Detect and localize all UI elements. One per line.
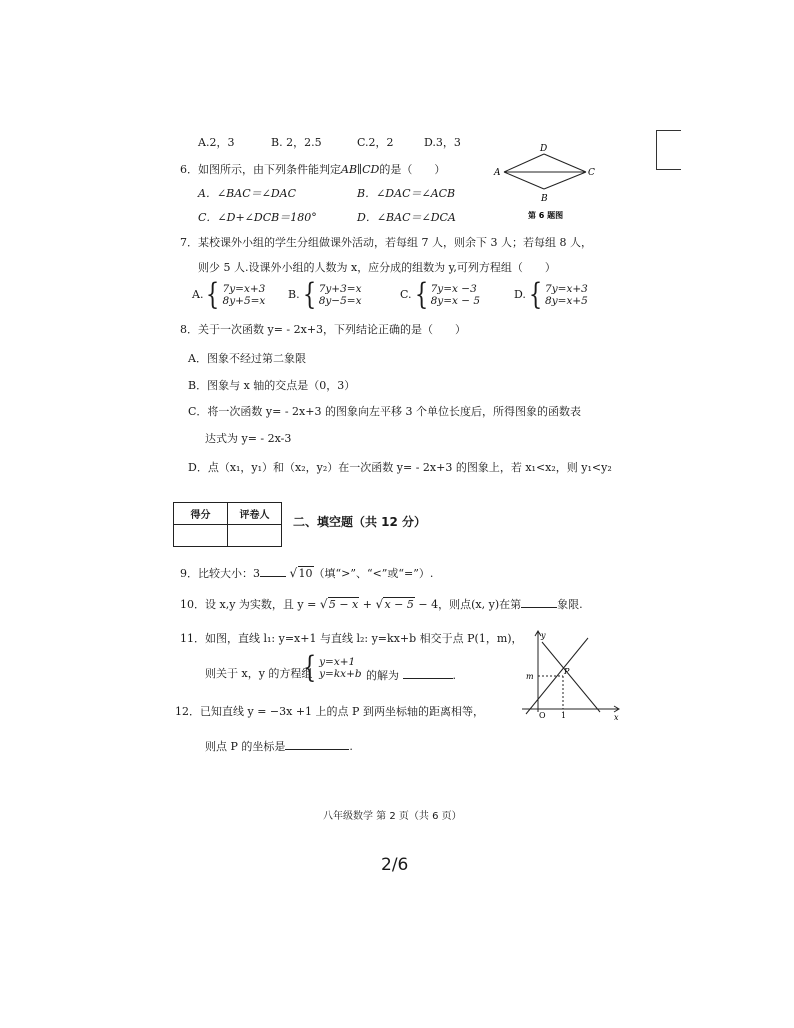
q11-system: { y=x+1 y=kx+b (302, 650, 362, 685)
q11-line2-prefix: 则关于 x，y 的方程组 (205, 667, 313, 680)
q11-line1: 11．如图，直线 l₁: y=x+1 与直线 l₂: y=kx+b 相交于点 P(1，m)， (180, 632, 523, 645)
q7-line1: 7．某校课外小组的学生分组做课外活动，若每组 7 人，则余下 3 人；若每组 8 人， (180, 236, 592, 249)
q5-option-c: C.2，2 (357, 136, 394, 149)
q6-figure (490, 140, 610, 222)
q12-blank (285, 738, 349, 750)
q8-option-b: B．图象与 x 轴的交点是（0，3） (188, 379, 356, 392)
score-header: 得分 (174, 503, 228, 525)
q6-stem: 6．如图所示，由下列条件能判定AB∥CD的是（ ） (180, 163, 446, 176)
q11-label-y: y (541, 631, 546, 640)
q7-line2: 则少 5 人.设课外小组的人数为 x，应分成的组数为 y,可列方程组（ ） (198, 261, 556, 274)
q12-line2: 则点 P 的坐标是 . (205, 740, 353, 753)
q6-label-a: A (494, 168, 501, 178)
q12-line1: 12．已知直线 y = −3x +1 上的点 P 到两坐标轴的距离相等， (175, 705, 484, 718)
page-indicator: 2/6 (381, 855, 409, 875)
q9: 9．比较大小：3 √ 10（填“>”、“<”或“=”）. (180, 566, 434, 580)
scan-edge-mark (656, 130, 681, 170)
score-table (173, 502, 282, 547)
q6-figure-caption: 第 6 题图 (528, 211, 564, 220)
q8-option-a: A．图象不经过第二象限 (188, 352, 306, 365)
q9-blank (260, 565, 286, 577)
q7-option-d: D. { 7y=x+3 8y=x+5 (514, 277, 588, 312)
q8-option-c-line2: 达式为 y= - 2x-3 (205, 432, 292, 445)
q6-option-c: C．∠D+∠DCB＝180° (198, 211, 317, 224)
q5-option-b: B. 2，2.5 (271, 136, 322, 149)
q8-stem: 8．关于一次函数 y= - 2x+3，下列结论正确的是（ ） (180, 323, 467, 336)
q11-figure (518, 628, 624, 720)
grader-header: 评卷人 (228, 503, 282, 525)
q5-option-d: D.3，3 (424, 136, 461, 149)
q11-label-one: 1 (561, 711, 567, 720)
q11-label-origin: O (539, 711, 546, 720)
grader-cell (228, 525, 282, 547)
q6-option-d: D．∠BAC＝∠DCA (357, 211, 456, 224)
q6-option-b: B．∠DAC＝∠ACB (357, 187, 456, 200)
q8-option-c-line1: C．将一次函数 y= - 2x+3 的图象向左平移 3 个单位长度后，所得图象的函数表 (188, 405, 581, 418)
q6-option-a: A．∠BAC＝∠DAC (198, 187, 297, 200)
score-cell (174, 525, 228, 547)
q11-blank (403, 667, 453, 679)
q8-option-d: D．点（x₁，y₁）和（x₂，y₂）在一次函数 y= - 2x+3 的图象上，若 x₁<x₂，则 y₁<y₂ (188, 461, 612, 474)
q5-option-a: A.2，3 (198, 136, 235, 149)
q6-label-d: D (540, 144, 548, 154)
section-title: 二、填空题（共 12 分） (293, 515, 427, 529)
q10-blank (521, 596, 557, 608)
q11-label-x: x (614, 713, 619, 720)
page-footer: 八年级数学 第 2 页（共 6 页） (323, 811, 462, 822)
q7-option-a: A. { 7y=x+3 8y+5=x (192, 277, 266, 312)
q11-line2-suffix: 的解为 . (366, 669, 456, 682)
q6-label-b: B (541, 194, 548, 204)
q7-option-b: B. { 7y+3=x 8y−5=x (288, 277, 362, 312)
q6-label-c: C (588, 168, 595, 178)
q7-option-c: C. { 7y=x −3 8y=x − 5 (400, 277, 481, 312)
q9-sqrt: √ 10 (289, 566, 313, 580)
q10: 10．设 x,y 为实数，且 y = √ 5 − x + √ x − 5 − 4，则点(x, y)在第 象限. (180, 597, 583, 611)
q11-label-m: m (526, 672, 534, 681)
q11-label-p: P (564, 667, 570, 676)
